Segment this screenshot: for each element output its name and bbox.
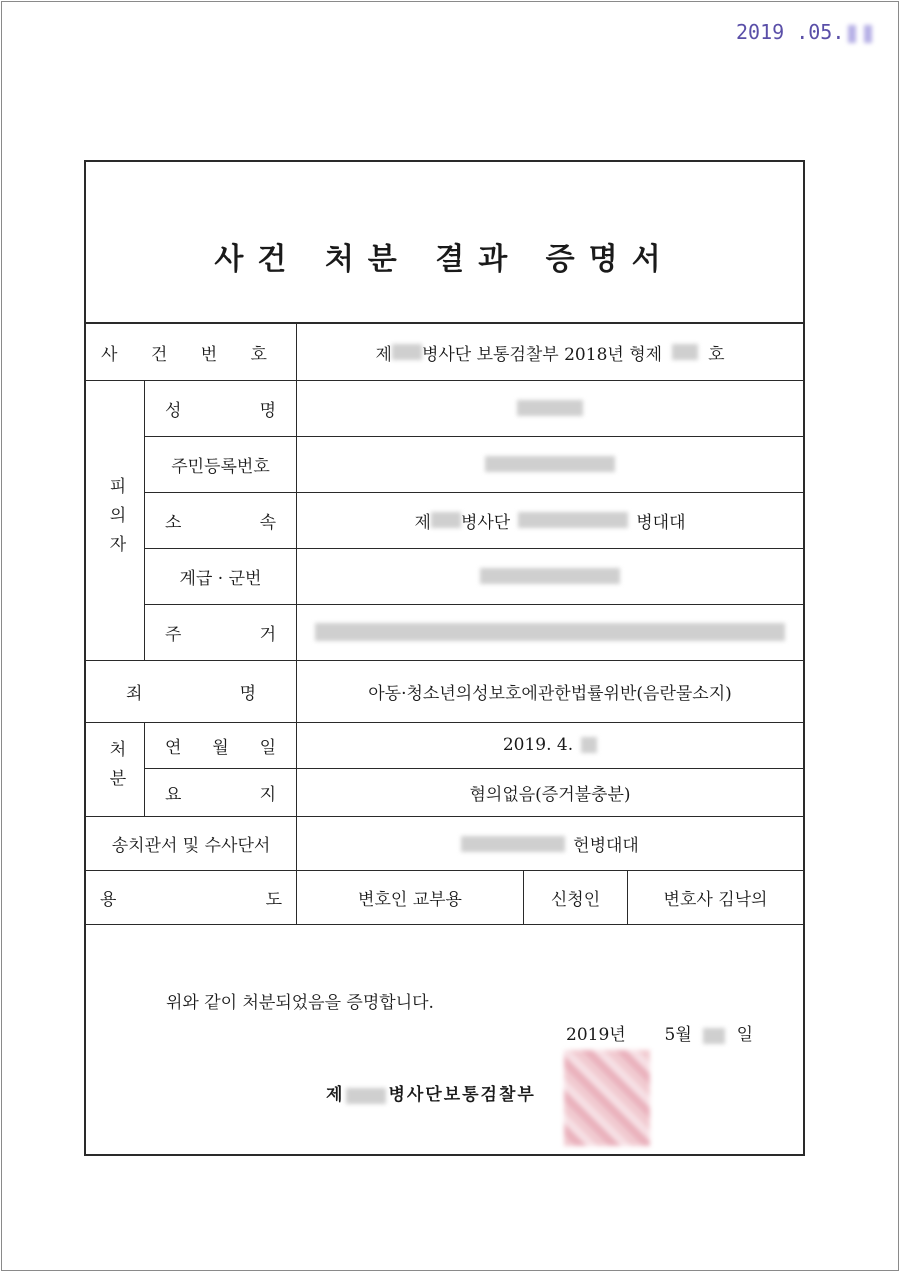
disposition-summary-label xyxy=(145,769,296,816)
case-number-label: 사 건 번 호 xyxy=(101,344,281,365)
disposition-group-label xyxy=(86,722,144,816)
redacted-case-no xyxy=(672,344,698,360)
resident-id-label: 주민등록번호 xyxy=(171,456,270,477)
official-seal xyxy=(564,1050,650,1146)
unit-middle: 병사단 xyxy=(460,512,511,533)
received-date-text: 2019 .05. xyxy=(736,20,845,44)
applicant-label: 신청인 xyxy=(550,890,601,910)
redacted-day xyxy=(703,1028,725,1044)
case-number-prefix: 제 xyxy=(375,344,392,365)
address-value xyxy=(297,604,803,660)
referral-label: 송치관서 및 수사단서 xyxy=(111,836,271,856)
certificate-form xyxy=(84,160,805,1156)
issuer-name: 병사단보통검찰부 xyxy=(388,1085,536,1105)
name-label xyxy=(145,380,296,436)
referral-value xyxy=(297,817,803,870)
redacted-resident-id xyxy=(485,456,615,472)
charge-value: 아동·청소년의성보호에관한법률위반(음란물소지) xyxy=(368,684,732,704)
rank-label: 계급 · 군번 xyxy=(179,568,262,589)
charge-label-2: 명 xyxy=(239,684,256,704)
issuer-prefix: 제 xyxy=(326,1085,345,1105)
applicant-value: 변호사 김낙의 xyxy=(663,890,768,910)
certification-statement: 위와 같이 처분되었음을 증명합니다. xyxy=(166,993,434,1013)
case-number-value xyxy=(297,324,803,380)
unit-label xyxy=(145,492,296,548)
redacted-referral-office xyxy=(461,836,565,852)
summary-label-1: 요 xyxy=(165,785,182,805)
redacted-division xyxy=(346,1088,386,1104)
suspect-group-text: 피의자 xyxy=(105,476,126,564)
disposition-summary-value: 혐의없음(증거불충분) xyxy=(469,785,631,805)
disposition-date-label xyxy=(145,722,296,768)
name-label-1: 성 xyxy=(165,400,182,421)
redacted-day xyxy=(848,25,856,43)
case-number-suffix: 호 xyxy=(708,344,725,365)
cert-day: 일 xyxy=(736,1025,753,1045)
unit-label-2: 속 xyxy=(259,512,276,533)
redacted-address xyxy=(315,623,785,641)
purpose-label-2: 도 xyxy=(265,890,282,910)
case-number-middle: 병사단 보통검찰부 2018년 형제 xyxy=(421,344,663,365)
date-label-3: 일 xyxy=(259,737,276,758)
unit-value xyxy=(297,492,803,548)
unit-label-1: 소 xyxy=(165,512,182,533)
redacted-day xyxy=(581,737,597,753)
redacted-unit xyxy=(518,512,628,528)
purpose-value: 변호인 교부용 xyxy=(358,890,462,910)
purpose-label-1: 용 xyxy=(100,890,117,910)
name-value xyxy=(297,380,803,436)
redacted-day xyxy=(864,25,872,43)
charge-label xyxy=(86,661,296,722)
referral-suffix: 헌병대대 xyxy=(573,836,639,856)
disposition-group-text: 처분 xyxy=(105,740,126,798)
date-label-2: 월 xyxy=(212,737,229,758)
received-date-stamp xyxy=(736,20,872,44)
charge-label-1: 죄 xyxy=(126,684,143,704)
suspect-group-label xyxy=(86,380,144,660)
certification-date xyxy=(566,1020,753,1045)
divider xyxy=(86,924,803,925)
redacted-division xyxy=(431,512,461,528)
unit-suffix: 병대대 xyxy=(636,512,686,533)
unit-prefix: 제 xyxy=(414,512,431,533)
address-label xyxy=(145,604,296,660)
redacted-rank xyxy=(480,568,620,584)
redacted-name xyxy=(517,400,583,416)
name-label-2: 명 xyxy=(259,400,276,421)
cert-year: 2019년 xyxy=(566,1025,626,1045)
disposition-date-value xyxy=(297,722,803,768)
document-title: 사건 처분 결과 증명서 xyxy=(214,242,675,277)
redacted-division xyxy=(392,344,422,360)
disposition-date-text: 2019. 4. xyxy=(502,735,574,755)
rank-value xyxy=(297,548,803,604)
summary-label-2: 지 xyxy=(259,785,276,805)
purpose-label xyxy=(86,871,296,924)
date-label-1: 연 xyxy=(165,737,182,758)
issuing-office xyxy=(326,1080,536,1105)
address-label-1: 주 xyxy=(165,624,182,645)
cert-month: 5월 xyxy=(664,1025,692,1045)
resident-id-value xyxy=(297,436,803,492)
address-label-2: 거 xyxy=(259,624,276,645)
